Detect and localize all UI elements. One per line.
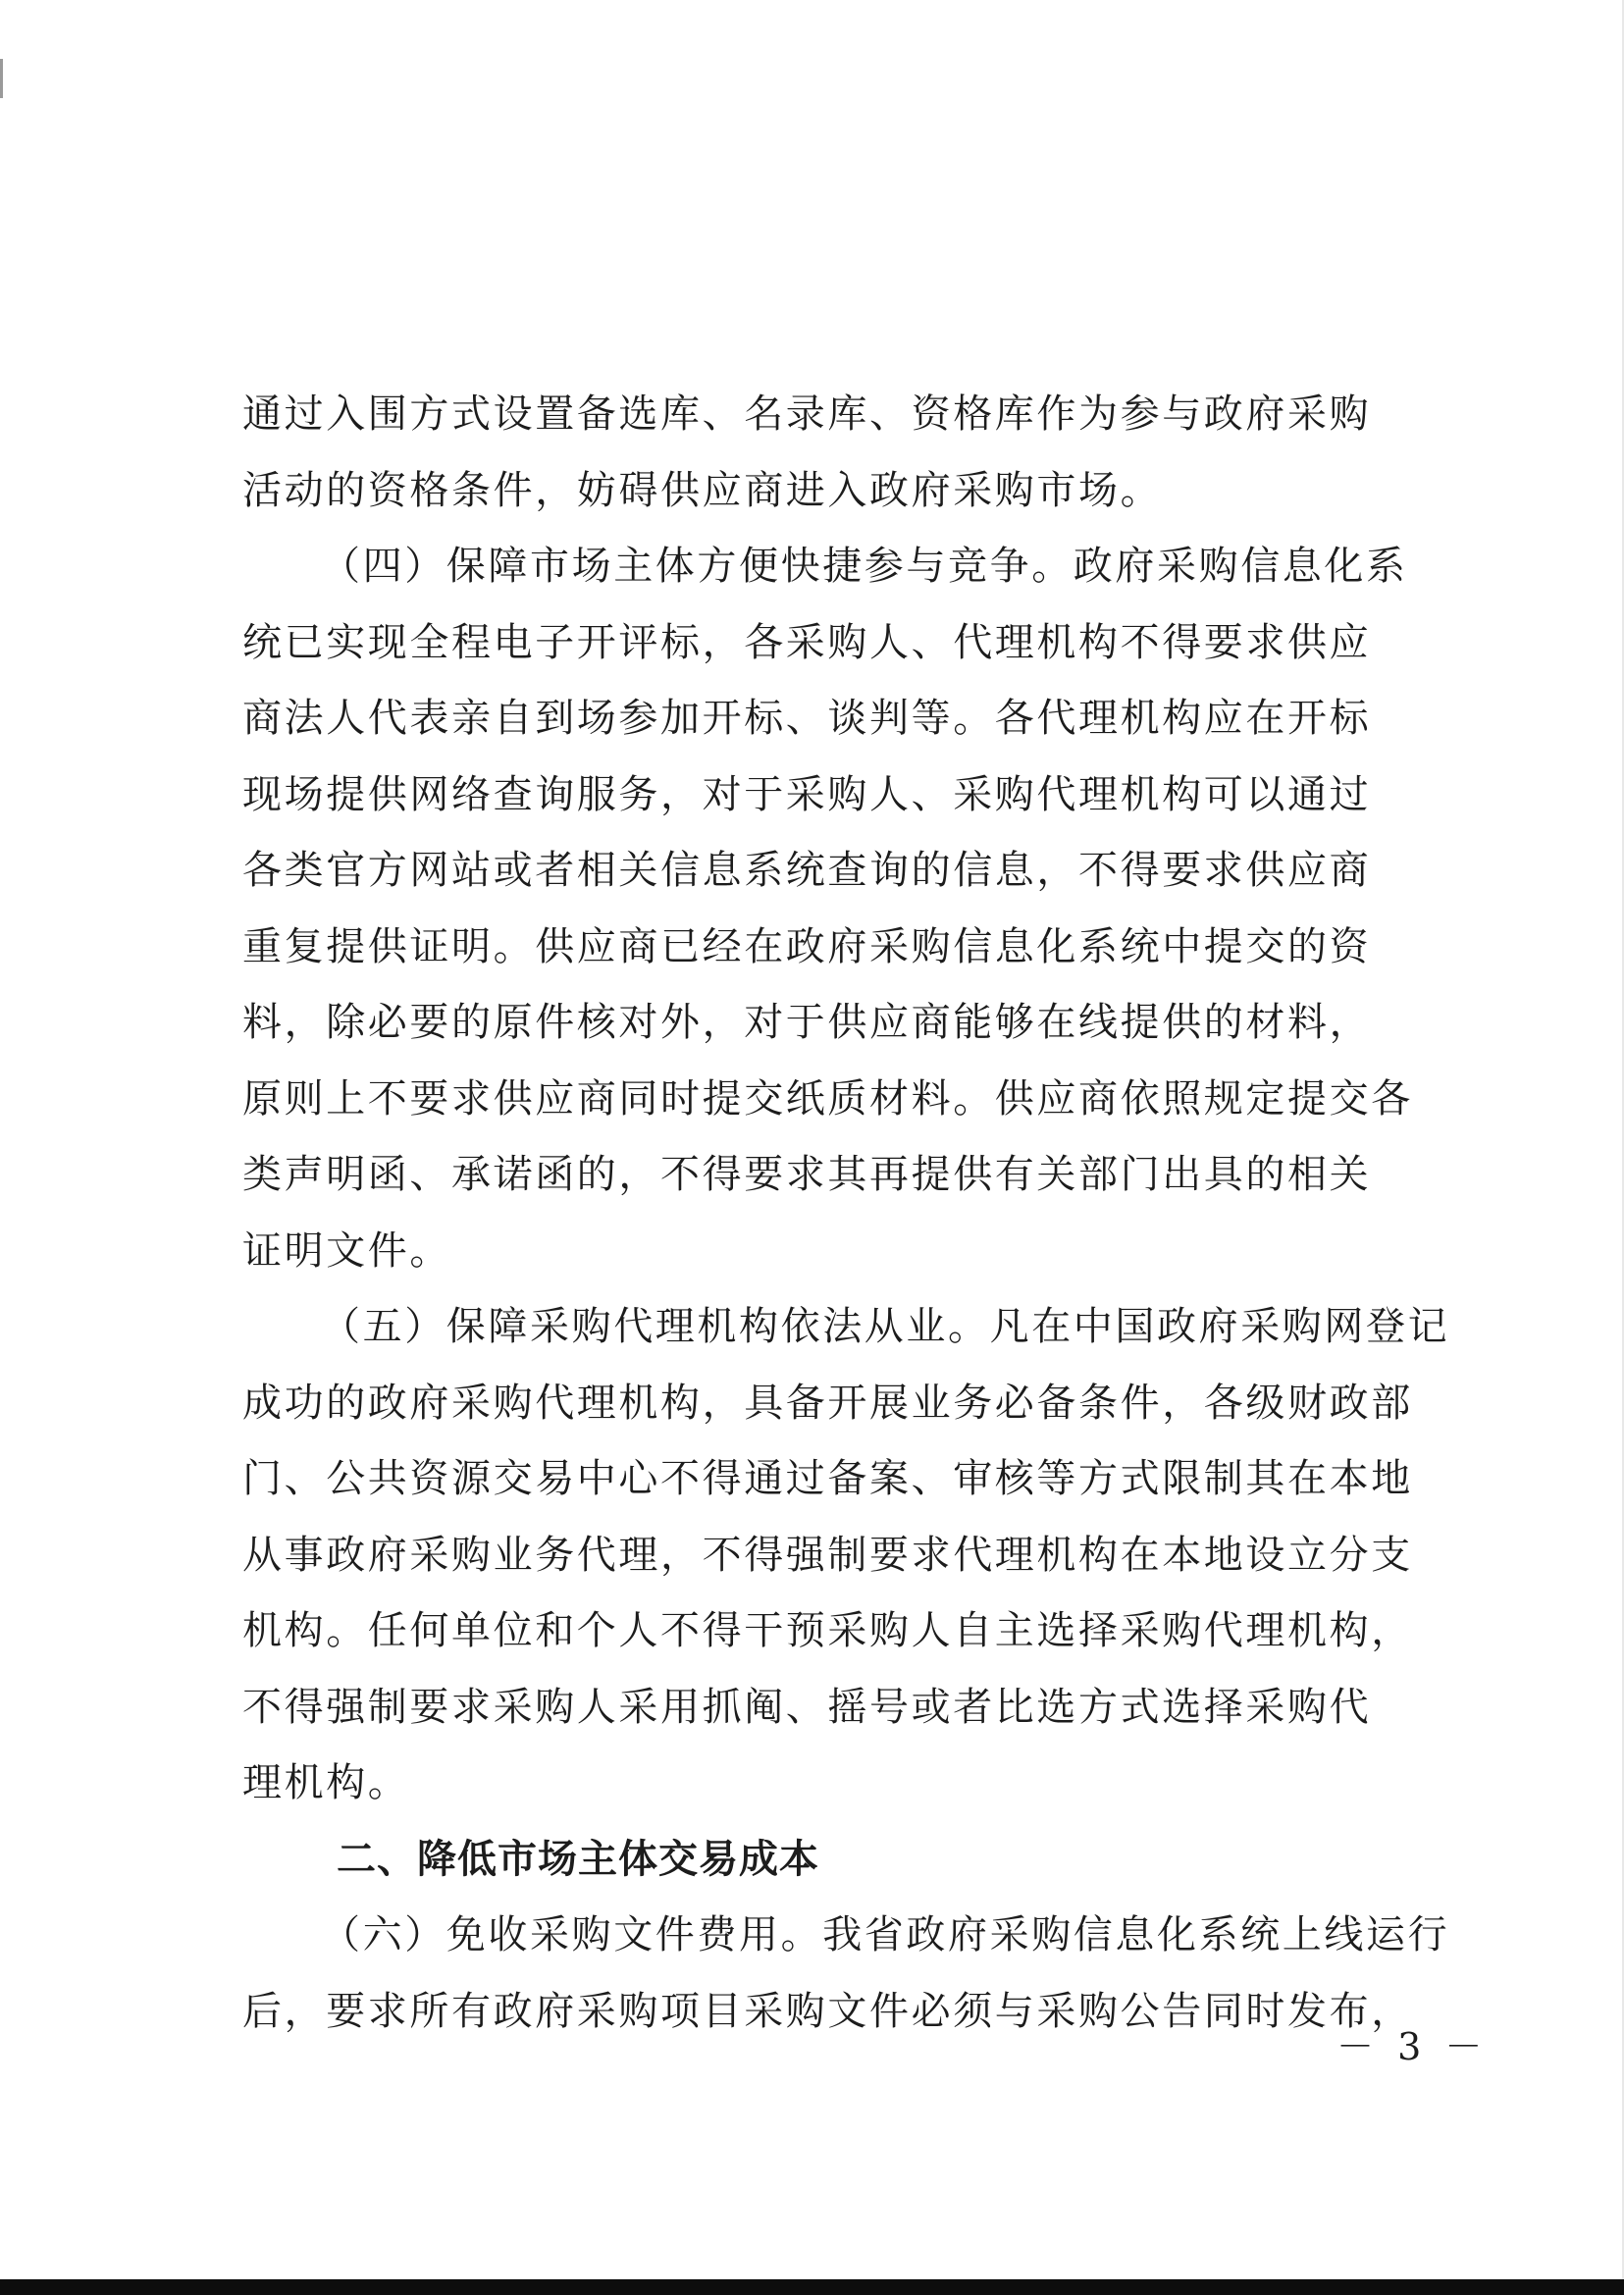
text-line: 料，除必要的原件核对外，对于供应商能够在线提供的材料， [242, 1000, 1372, 1045]
page-number: － 3 － [1336, 2025, 1489, 2068]
text-line: 证明文件。 [242, 1227, 451, 1274]
text-line: 类声明函、承诺函的，不得要求其再提供有关部门出具的相关 [242, 1152, 1372, 1197]
text-line: 机构。任何单位和个人不得干预采购人自主选择采购代理机构， [242, 1608, 1413, 1653]
paragraph-continued [242, 377, 1405, 529]
text-line: （四）保障市场主体方便快捷参与竞争。政府采购信息化系 [321, 544, 1408, 589]
text-line: 活动的资格条件，妨碍供应商进入政府采购市场。 [242, 467, 1163, 513]
scan-margin-mark [0, 59, 3, 98]
paragraph-item-4 [242, 529, 1413, 1289]
paragraph-item-6 [242, 1898, 1450, 2050]
text-line: 现场提供网络查询服务，对于采购人、采购代理机构可以通过 [242, 771, 1372, 817]
text-line: 通过入围方式设置备选库、名录库、资格库作为参与政府采购 [242, 391, 1372, 437]
text-line: （五）保障采购代理机构依法从业。凡在中国政府采购网登记 [321, 1304, 1450, 1349]
section-heading: 二、降低市场主体交易成本 [337, 1836, 819, 1882]
text-line: 后，要求所有政府采购项目采购文件必须与采购公告同时发布， [242, 1988, 1413, 2034]
text-line: （六）免收采购文件费用。我省政府采购信息化系统上线运行 [321, 1912, 1450, 1957]
text-line: 商法人代表亲自到场参加开标、谈判等。各代理机构应在开标 [242, 696, 1372, 741]
text-line: 各类官方网站或者相关信息系统查询的信息，不得要求供应商 [242, 848, 1372, 893]
text-line: 不得强制要求采购人采用抓阄、摇号或者比选方式选择采购代 [242, 1684, 1372, 1730]
text-line: 从事政府采购业务代理，不得强制要求代理机构在本地设立分支 [242, 1532, 1413, 1578]
text-line: 重复提供证明。供应商已经在政府采购信息化系统中提交的资 [242, 923, 1372, 969]
scan-edge-bottom [0, 2279, 1624, 2295]
text-line: 原则上不要求供应商同时提交纸质材料。供应商依照规定提交各 [242, 1075, 1413, 1121]
paragraph-item-5 [242, 1289, 1450, 1822]
text-line: 门、公共资源交易中心不得通过备案、审核等方式限制其在本地 [242, 1456, 1413, 1501]
document-body [242, 377, 1450, 2050]
text-line: 统已实现全程电子开评标，各采购人、代理机构不得要求供应 [242, 619, 1372, 665]
text-line: 成功的政府采购代理机构，具备开展业务必备条件，各级财政部 [242, 1380, 1413, 1426]
text-line: 理机构。 [242, 1760, 410, 1805]
